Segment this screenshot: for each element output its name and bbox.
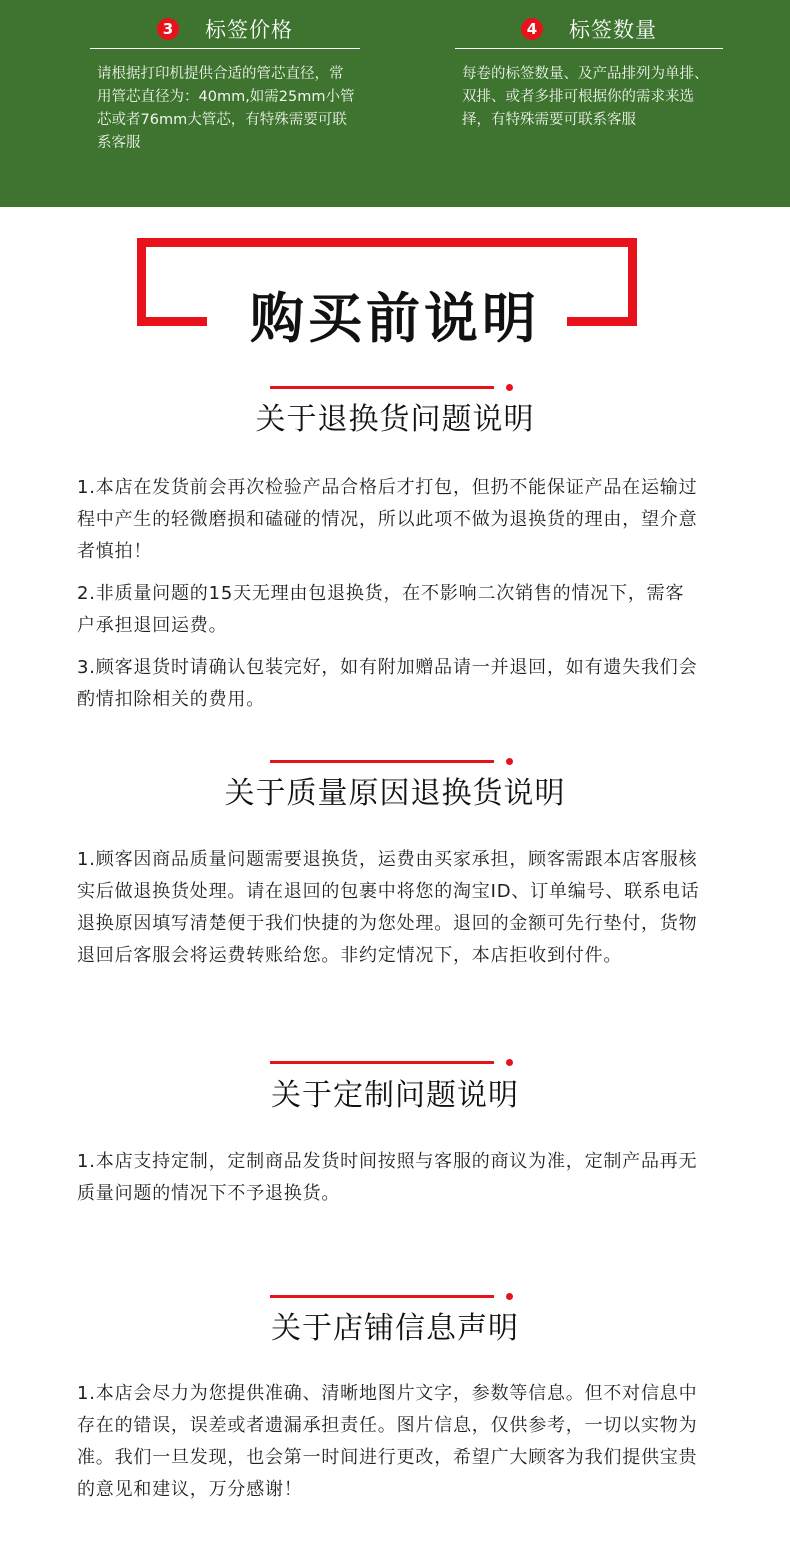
section-body-returns xyxy=(77,472,702,726)
spec-label-quantity xyxy=(455,12,723,132)
section-title-returns: 关于退换货问题说明 xyxy=(255,402,535,437)
section-body-quality xyxy=(77,844,702,982)
section-body-custom xyxy=(77,1146,702,1220)
page-title: 购买前说明 xyxy=(250,287,540,350)
frame-top xyxy=(137,238,637,247)
paragraph: 1.本店在发货前会再次检验产品合格后才打包，但扔不能保证产品在运输过程中产生的轻微磨损和磕碰的情况，所以此项不做为退换货的理由，望介意者慎拍！ xyxy=(77,477,698,562)
section-body-store-info xyxy=(77,1378,702,1516)
section-divider xyxy=(270,1058,515,1068)
section-title-store-info: 关于店铺信息声明 xyxy=(271,1311,519,1346)
green-spec-banner xyxy=(0,0,790,207)
divider-bar xyxy=(270,386,494,389)
divider-bar xyxy=(270,760,494,763)
spec-description: 请根据打印机提供合适的管芯直径，常用管芯直径为：40mm,如需25mm小管芯或者76mm大管芯，有特殊需要可联系客服 xyxy=(97,66,355,151)
section-title-custom: 关于定制问题说明 xyxy=(271,1078,519,1113)
spec-description: 每卷的标签数量、及产品排列为单排、双排、或者多排可根据你的需求来选择，有特殊需要可联系客服 xyxy=(462,66,709,128)
spec-title: 标签价格 xyxy=(205,18,293,42)
spec-heading xyxy=(455,12,723,49)
divider-dot xyxy=(506,1059,513,1066)
divider-dot xyxy=(506,384,513,391)
divider-dot xyxy=(506,1293,513,1300)
paragraph: 1.顾客因商品质量问题需要退换货，运费由买家承担，顾客需跟本店客服核实后做退换货处理。请在退回的包裹中将您的淘宝ID、订单编号、联系电话退换原因填写清楚便于我们快捷的为您处理。退回的金额可先行垫付，货物退回后客服会将运费转账给您。非约定情况下，本店拒收到付件。 xyxy=(77,849,700,966)
section-divider xyxy=(270,383,515,393)
section-divider xyxy=(270,757,515,767)
spec-title: 标签数量 xyxy=(569,18,657,42)
divider-bar xyxy=(270,1295,494,1298)
number-badge: 4 xyxy=(521,18,543,40)
spec-label-price xyxy=(90,12,360,155)
section-divider xyxy=(270,1292,515,1302)
spec-heading xyxy=(90,12,360,49)
paragraph: 2.非质量问题的15天无理由包退换货，在不影响二次销售的情况下，需客户承担退回运费。 xyxy=(77,583,685,636)
divider-dot xyxy=(506,758,513,765)
paragraph: 1.本店会尽力为您提供准确、清晰地图片文字，参数等信息。但不对信息中存在的错误，误差或者遗漏承担责任。图片信息，仅供参考，一切以实物为准。我们一旦发现，也会第一时间进行更改，希望广大顾客为我们提供宝贵的意见和建议，万分感谢！ xyxy=(77,1383,698,1500)
paragraph: 3.顾客退货时请确认包装完好，如有附加赠品请一并退回，如有遗失我们会酌情扣除相关的费用。 xyxy=(77,657,698,710)
divider-bar xyxy=(270,1061,494,1064)
number-badge: 3 xyxy=(157,18,179,40)
paragraph: 1.本店支持定制，定制商品发货时间按照与客服的商议为准，定制产品再无质量问题的情况下不予退换货。 xyxy=(77,1151,698,1204)
section-title-quality: 关于质量原因退换货说明 xyxy=(224,776,566,811)
